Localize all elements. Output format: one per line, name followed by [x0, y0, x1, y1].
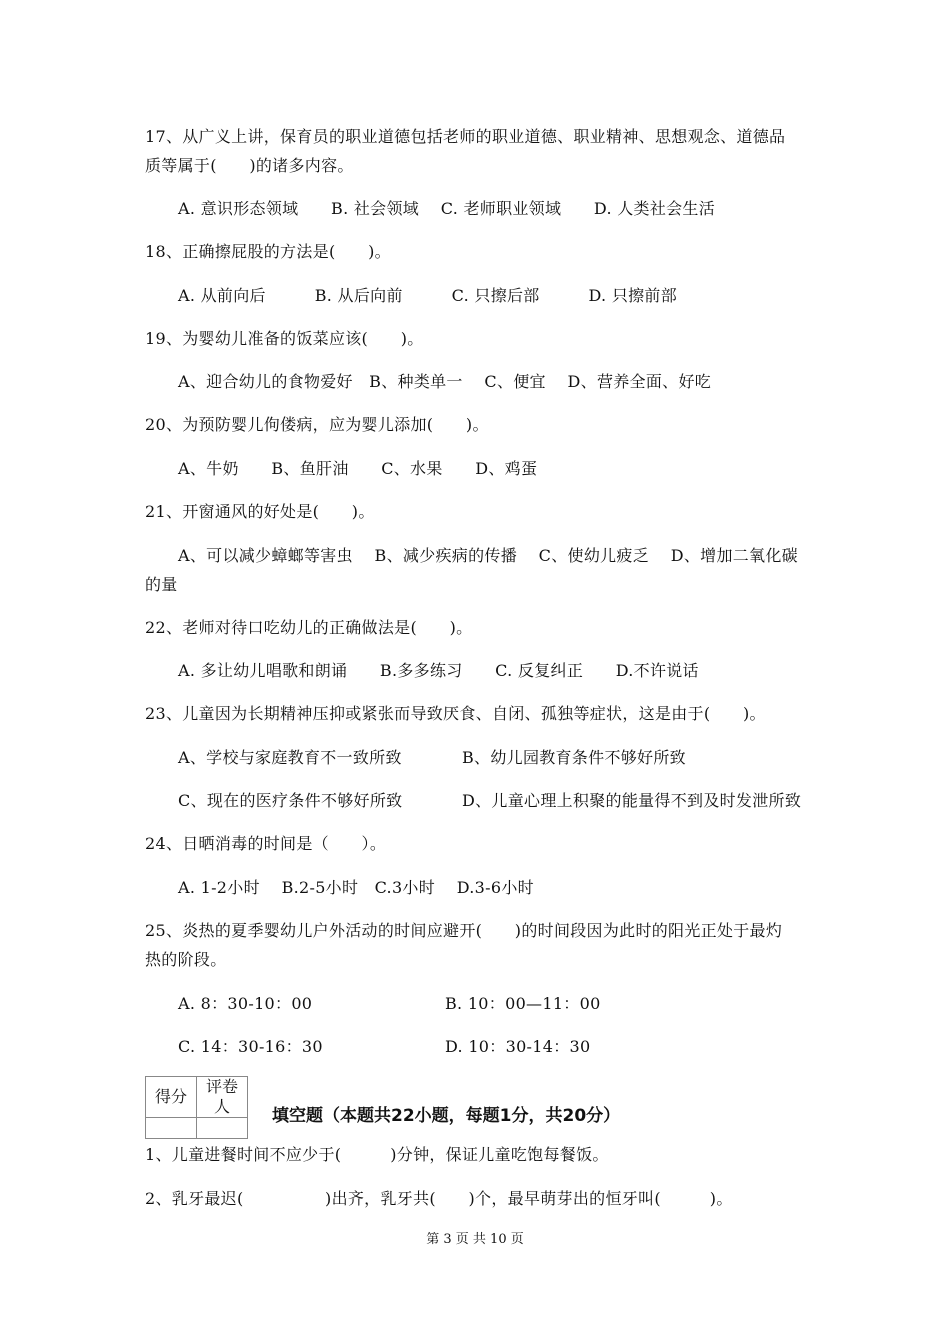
question-23-option-c: C、现在的医疗条件不够好所致: [178, 791, 403, 810]
question-25-option-b: B. 10：00—11：00: [445, 994, 601, 1013]
question-20: 20、为预防婴儿佝偻病，应为婴儿添加( )。: [145, 415, 489, 434]
section-title: 填空题（本题共22小题，每题1分，共20分）: [272, 1106, 621, 1126]
question-17-options: A. 意识形态领域 B. 社会领域 C. 老师职业领域 D. 人类社会生活: [178, 199, 716, 218]
question-24: 24、日晒消毒的时间是（ ）。: [145, 834, 387, 853]
question-21: 21、开窗通风的好处是( )。: [145, 502, 375, 521]
question-25-option-d: D. 10：30-14：30: [445, 1037, 591, 1056]
question-18-options: A. 从前向后 B. 从后向前 C. 只擦后部 D. 只擦前部: [178, 286, 678, 305]
question-25-option-c: C. 14：30-16：30: [178, 1037, 323, 1056]
question-23: 23、儿童因为长期精神压抑或紧张而导致厌食、自闭、孤独等症状，这是由于( )。: [145, 704, 766, 723]
fill-question-2: 2、乳牙最迟( )出齐，乳牙共( )个，最早萌芽出的恒牙叫( )。: [145, 1189, 733, 1208]
question-24-options: A. 1-2小时 B.2-5小时 C.3小时 D.3-6小时: [178, 878, 534, 897]
score-table: [145, 1076, 248, 1139]
question-25-line1: 25、炎热的夏季婴幼儿户外活动的时间应避开( )的时间段因为此时的阳光正处于最灼: [145, 921, 783, 940]
fill-question-1: 1、儿童进餐时间不应少于( )分钟，保证儿童吃饱每餐饭。: [145, 1145, 609, 1164]
grader-cell: [197, 1118, 248, 1139]
question-22: 22、老师对待口吃幼儿的正确做法是( )。: [145, 618, 473, 637]
question-17-line1: 17、从广义上讲，保育员的职业道德包括老师的职业道德、职业精神、思想观念、道德品: [145, 127, 786, 146]
question-21-options: A、可以减少蟑螂等害虫 B、减少疾病的传播 C、使幼儿疲乏 D、增加二氧化碳: [178, 546, 798, 565]
question-20-options: A、牛奶 B、鱼肝油 C、水果 D、鸡蛋: [178, 459, 538, 478]
score-header: 得分: [146, 1077, 197, 1118]
page-footer: 第 3 页 共 10 页: [426, 1232, 524, 1247]
question-25-line2: 热的阶段。: [145, 950, 227, 969]
question-22-options: A. 多让幼儿唱歌和朗诵 B.多多练习 C. 反复纠正 D.不许说话: [178, 661, 699, 680]
question-21-options-wrap: 的量: [145, 575, 178, 594]
question-17-line2: 质等属于( )的诸多内容。: [145, 156, 354, 175]
question-25-option-a: A. 8：30-10：00: [178, 994, 313, 1013]
question-19-options: A、迎合幼儿的食物爱好 B、种类单一 C、便宜 D、营养全面、好吃: [178, 372, 712, 391]
question-19: 19、为婴幼儿准备的饭菜应该( )。: [145, 329, 424, 348]
question-23-option-a: A、学校与家庭教育不一致所致: [178, 748, 402, 767]
question-23-option-d: D、儿童心理上积聚的能量得不到及时发泄所致: [462, 791, 802, 810]
score-cell: [146, 1118, 197, 1139]
question-18: 18、正确擦屁股的方法是( )。: [145, 242, 391, 261]
grader-header: 评卷人: [197, 1077, 248, 1118]
question-23-option-b: B、幼儿园教育条件不够好所致: [462, 748, 686, 767]
